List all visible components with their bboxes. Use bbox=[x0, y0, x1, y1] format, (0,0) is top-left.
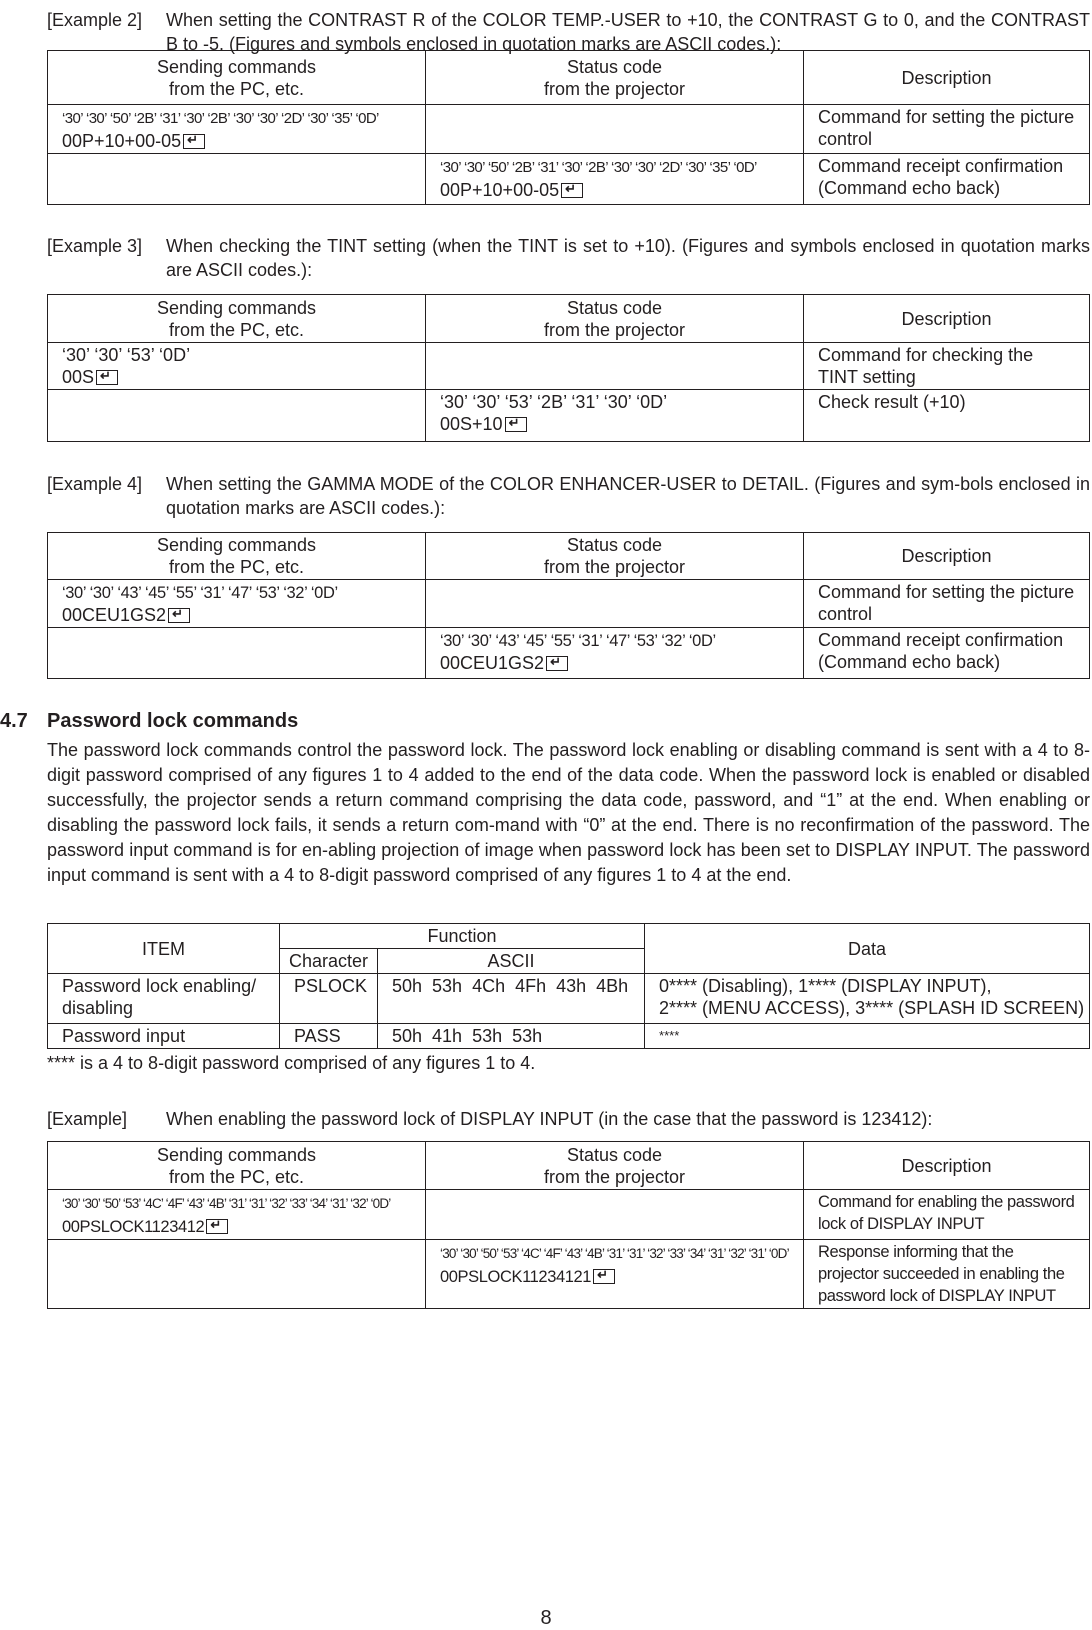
return-key-icon bbox=[561, 183, 583, 198]
example-3-table bbox=[47, 294, 1090, 442]
section-paragraph: The password lock commands control the password lock. The password lock enabling or disabling command is sent with a 4 to 8-digit password comprised of any figures 1 to 4 added to the end of the data code. When the password lock is enabled or disabled successfully, the projector sends a return command comprising the data code, password, and “1” at the end. When enabling or disabling the password lock fails, it sends a return com-mand with “0” at the end. There is no reconfirmation of the password. The password input command is for en-abling projection of image when password lock has been set to DISPLAY INPUT. The password input command is sent with a 4 to 8-digit password comprised of any figures 1 to 4 at the end. bbox=[47, 740, 1090, 885]
example-4-table bbox=[47, 532, 1090, 679]
header-send: Sending commands from the PC, etc. bbox=[48, 533, 426, 580]
example-label: [Example 2] bbox=[47, 10, 143, 30]
status-cell: ‘30’ ‘30’ ‘43’ ‘45’ ‘55’ ‘31’ ‘47’ ‘53’ ‘32’ ‘0D’ 00CEU1GS2↵ bbox=[426, 628, 804, 679]
header-send: Sending commands from the PC, etc. bbox=[48, 51, 426, 105]
example-password-table bbox=[47, 1141, 1090, 1309]
return-key-icon bbox=[505, 417, 527, 432]
header-send: Sending commands from the PC, etc. bbox=[48, 1142, 426, 1190]
item-cell: Password lock enabling/ disabling bbox=[48, 974, 280, 1024]
description-cell: Command for checking the TINT setting bbox=[804, 343, 1090, 390]
return-key-icon bbox=[593, 1269, 615, 1284]
send-cell: ‘30’ ‘30’ ‘53’ ‘0D’ 00S↵ bbox=[48, 343, 426, 390]
ascii-cell: 50h 53h 4Ch 4Fh 43h 4Bh bbox=[378, 974, 645, 1024]
status-cell: ‘30’ ‘30’ ‘50’ ‘53’ ‘4C’ ‘4F’ ‘43’ ‘4B’ ‘31’ ‘31’ ‘32’ ‘33’ ‘34’ ‘31’ ‘32’ ‘31’ ‘0D’ 00PSLOCK11234121↵ bbox=[426, 1240, 804, 1309]
example-label: [Example 3] bbox=[47, 236, 143, 256]
example-text: When enabling the password lock of DISPLAY INPUT (in the case that the password is 123412): bbox=[166, 1109, 933, 1129]
return-key-icon bbox=[183, 134, 205, 149]
send-cell: ‘30’ ‘30’ ‘50’ ‘53’ ‘4C’ ‘4F’ ‘43’ ‘4B’ ‘31’ ‘31’ ‘32’ ‘33’ ‘34’ ‘31’ ‘32’ ‘0D’ 00PSLOCK1123412↵ bbox=[48, 1190, 426, 1240]
description-cell: Command for enabling the password lock of DISPLAY INPUT bbox=[804, 1190, 1090, 1240]
example-text: When checking the TINT setting (when the TINT is set to +10). (Figures and symbols enclosed in quotation marks are ASCII codes.): bbox=[166, 236, 1090, 280]
password-command-table bbox=[47, 923, 1090, 1049]
table-row bbox=[48, 974, 1090, 1024]
example-2 bbox=[47, 8, 1090, 56]
header-character: Character bbox=[280, 949, 378, 974]
description-cell: Command receipt confirmation (Command echo back) bbox=[804, 628, 1090, 679]
description-cell: Command receipt confirmation (Command echo back) bbox=[804, 154, 1090, 205]
character-cell: PASS bbox=[280, 1024, 378, 1049]
footnote: **** is a 4 to 8-digit password comprised of any figures 1 to 4. bbox=[47, 1053, 536, 1073]
return-key-icon bbox=[96, 370, 118, 385]
header-ascii: ASCII bbox=[378, 949, 645, 974]
header-description: Description bbox=[804, 533, 1090, 580]
send-cell: ‘30’ ‘30’ ‘43’ ‘45’ ‘55’ ‘31’ ‘47’ ‘53’ ‘32’ ‘0D’ 00CEU1GS2↵ bbox=[48, 580, 426, 628]
example-text: When setting the CONTRAST R of the COLOR TEMP.-USER to +10, the CONTRAST G to 0, and the CONTRAST B to -5. (Figures and symbols enclosed in quotation marks are ASCII codes.): bbox=[166, 10, 1090, 54]
example-3 bbox=[47, 234, 1090, 282]
status-cell: ‘30’ ‘30’ ‘50’ ‘2B’ ‘31’ ‘30’ ‘2B’ ‘30’ ‘30’ ‘2D’ ‘30’ ‘35’ ‘0D’ 00P+10+00-05↵ bbox=[426, 154, 804, 205]
example-label: [Example 4] bbox=[47, 474, 143, 494]
section-number: 4.7 bbox=[0, 710, 28, 732]
header-send: Sending commands from the PC, etc. bbox=[48, 295, 426, 343]
header-description: Description bbox=[804, 295, 1090, 343]
ascii-cell: 50h 41h 53h 53h bbox=[378, 1024, 645, 1049]
header-status: Status code from the projector bbox=[426, 533, 804, 580]
return-key-icon bbox=[546, 656, 568, 671]
example-text: When setting the GAMMA MODE of the COLOR ENHANCER-USER to DETAIL. (Figures and sym-bols enclosed in quotation marks are ASCII codes.): bbox=[166, 474, 1090, 518]
description-cell: Command for setting the picture control bbox=[804, 580, 1090, 628]
header-status: Status code from the projector bbox=[426, 1142, 804, 1190]
section-title: Password lock commands bbox=[47, 710, 299, 732]
data-cell: **** bbox=[645, 1024, 1090, 1049]
page-number: 8 bbox=[540, 1607, 552, 1629]
return-key-icon bbox=[168, 608, 190, 623]
example-4 bbox=[47, 472, 1090, 520]
send-cell: ‘30’ ‘30’ ‘50’ ‘2B’ ‘31’ ‘30’ ‘2B’ ‘30’ ‘30’ ‘2D’ ‘30’ ‘35’ ‘0D’ 00P+10+00-05↵ bbox=[48, 105, 426, 154]
item-cell: Password input bbox=[48, 1024, 280, 1049]
table-row bbox=[48, 1024, 1090, 1049]
header-item: ITEM bbox=[48, 924, 280, 974]
status-cell: ‘30’ ‘30’ ‘53’ ‘2B’ ‘31’ ‘30’ ‘0D’ 00S+10↵ bbox=[426, 390, 804, 442]
section-heading bbox=[0, 709, 298, 733]
description-cell: Command for setting the picture control bbox=[804, 105, 1090, 154]
data-cell: 0**** (Disabling), 1**** (DISPLAY INPUT), 2**** (MENU ACCESS), 3**** (SPLASH ID SCREEN) bbox=[645, 974, 1090, 1024]
header-description: Description bbox=[804, 1142, 1090, 1190]
header-data: Data bbox=[645, 924, 1090, 974]
header-status: Status code from the projector bbox=[426, 295, 804, 343]
return-key-icon bbox=[206, 1219, 228, 1234]
example-password bbox=[47, 1107, 1090, 1131]
description-cell: Response informing that the projector succeeded in enabling the password lock of DISPLAY INPUT bbox=[804, 1240, 1090, 1309]
header-description: Description bbox=[804, 51, 1090, 105]
header-status: Status code from the projector bbox=[426, 51, 804, 105]
header-function: Function bbox=[280, 924, 645, 949]
example-label: [Example] bbox=[47, 1109, 128, 1129]
character-cell: PSLOCK bbox=[280, 974, 378, 1024]
example-2-table bbox=[47, 50, 1090, 205]
description-cell: Check result (+10) bbox=[804, 390, 1090, 442]
